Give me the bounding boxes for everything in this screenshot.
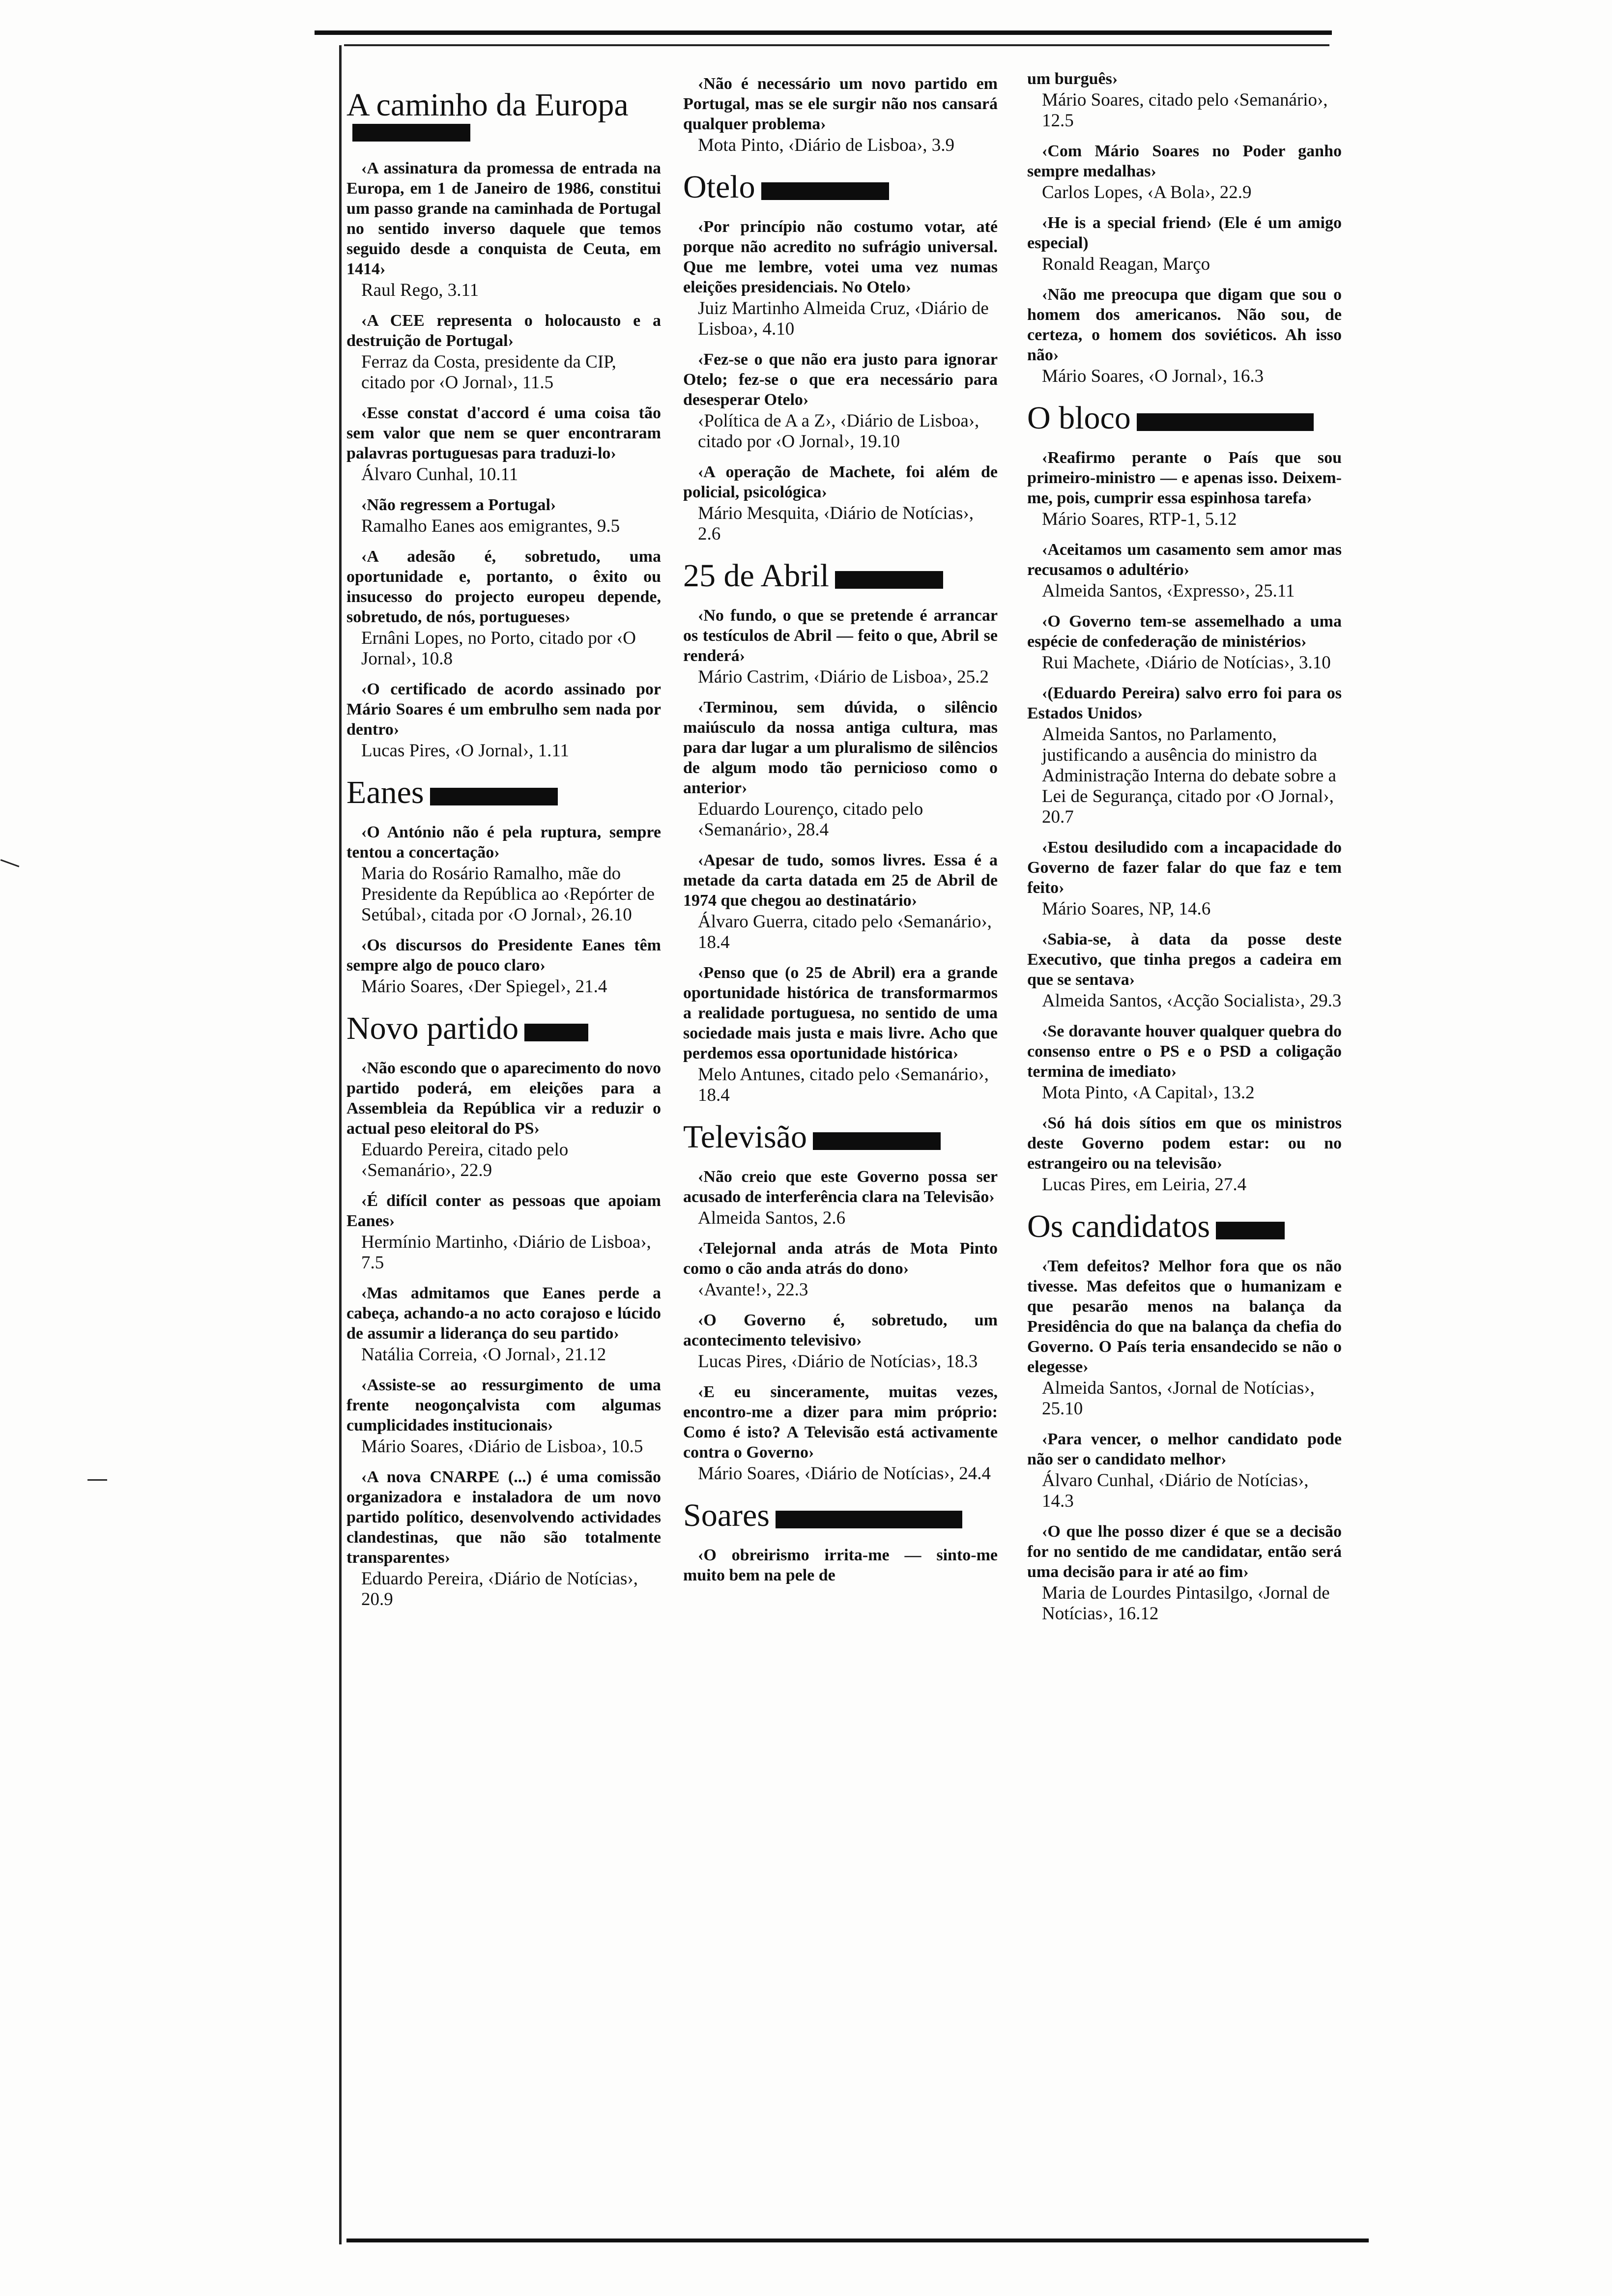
quote-attribution: Álvaro Cunhal, 10.11: [361, 464, 518, 485]
quote-attribution: Almeida Santos, no Parlamento, justificando a ausência do ministro da Administração Interna do debate sobre a Lei de Segurança, citado por ‹O Jornal›, 20.7: [1042, 724, 1336, 827]
heading-text: A caminho da Europa: [346, 87, 629, 123]
section-heading: [346, 86, 661, 147]
quote-attribution: Maria do Rosário Ramalho, mãe do Presidente da República ao ‹Repórter de Setúbal›, citada por ‹O Jornal›, 26.10: [361, 863, 655, 925]
heading-bar: [813, 1132, 941, 1150]
quote-item: [346, 822, 661, 925]
quote-text: ‹O que lhe posso dizer é que se a decisão for no sentido de me candidatar, então será uma decisão para ir até ao fim›: [1027, 1522, 1342, 1581]
quote-item: [683, 74, 998, 156]
quote-item: [683, 1310, 998, 1372]
scan-mark: [87, 1479, 107, 1481]
section-soares: [683, 1497, 998, 1585]
quote-item: [1027, 69, 1342, 131]
quote-item: [1027, 448, 1342, 530]
section-otelo: [683, 169, 998, 545]
quote-attribution: Álvaro Guerra, citado pelo ‹Semanário›, 18.4: [698, 912, 992, 952]
quote-attribution: Ferraz da Costa, presidente da CIP, citado por ‹O Jornal›, 11.5: [361, 352, 616, 393]
quote-attribution: Hermínio Martinho, ‹Diário de Lisboa›, 7.5: [361, 1232, 651, 1273]
column-3: [1027, 69, 1342, 1636]
heading-text: O bloco: [1027, 400, 1131, 436]
quote-item: [1027, 1521, 1342, 1624]
quote-item: [1027, 285, 1342, 387]
quote-attribution: Mário Mesquita, ‹Diário de Notícias›, 2.6: [698, 503, 974, 544]
quote-text: ‹Esse constat d'accord é uma coisa tão sem valor que nem se quer encontraram palavras portuguesas para traduzi-lo›: [346, 404, 661, 462]
heading-bar: [835, 571, 943, 589]
quote-attribution: Mota Pinto, ‹A Capital›, 13.2: [1042, 1083, 1255, 1103]
quote-text: ‹A nova CNARPE (...) é uma comissão organizadora e instaladora de um novo partido político, desenvolvendo actividades clandestinas, que não são totalmente transparentes›: [346, 1468, 661, 1567]
scan-mark: [0, 859, 20, 867]
section-heading: [683, 1497, 998, 1534]
heading-text: 25 de Abril: [683, 558, 829, 594]
quote-item: [1027, 1256, 1342, 1419]
quote-text: ‹Não me preocupa que digam que sou o homem dos americanos. Não sou, de certeza, o homem dos soviéticos. Ah isso não›: [1027, 286, 1342, 364]
quote-attribution: Lucas Pires, ‹O Jornal›, 1.11: [361, 741, 570, 761]
section-heading: [1027, 1208, 1342, 1245]
section-heading: [683, 557, 998, 595]
quote-text: ‹No fundo, o que se pretende é arrancar os testículos de Abril — feito o que, Abril se renderá›: [683, 606, 998, 665]
quote-item: [346, 1283, 661, 1365]
quote-item: [683, 1382, 998, 1484]
quote-attribution: Mário Soares, RTP-1, 5.12: [1042, 509, 1237, 529]
quote-text: ‹O Governo tem-se assemelhado a uma espécie de confederação de ministérios›: [1027, 612, 1342, 651]
quote-text: ‹Estou desiludido com a incapacidade do Governo de fazer falar do que faz e tem feito›: [1027, 838, 1342, 897]
quote-attribution: ‹Avante!›, 22.3: [698, 1280, 808, 1300]
section-25-de-abril: [683, 557, 998, 1106]
section-heading: [346, 1010, 661, 1047]
heading-bar: [352, 124, 470, 142]
quote-item: [346, 935, 661, 997]
quote-attribution: Mário Soares, NP, 14.6: [1042, 899, 1211, 919]
quote-text: ‹A adesão é, sobretudo, uma oportunidade e, portanto, o êxito ou insucesso do projecto europeu depende, sobretudo, de nós, portugueses›: [346, 547, 661, 626]
quote-text: ‹A assinatura da promessa de entrada na Europa, em 1 de Janeiro de 1986, constitui um passo grande na caminhada de Portugal no sentido inverso daquele que temos seguido desde a conquista de Ceuta, em 1414›: [346, 159, 661, 278]
heading-text: Novo partido: [346, 1010, 519, 1046]
quote-text: ‹Tem defeitos? Melhor fora que os não tivesse. Mas defeitos que o humanizam e que pesarão menos na balança da Presidência do que na balança da chefia do Governo. O País teria ensandecido se não o elegesse›: [1027, 1257, 1342, 1376]
quote-attribution: Ramalho Eanes aos emigrantes, 9.5: [361, 516, 620, 536]
quote-text: ‹Por princípio não costumo votar, até porque não acredito no sufrágio universal. Que me lembre, votei uma vez numas eleições presidenciais. No Otelo›: [683, 218, 998, 296]
quote-item: [683, 349, 998, 452]
quote-attribution: Mário Soares, citado pelo ‹Semanário›, 12.5: [1042, 90, 1328, 131]
section-heading: [683, 169, 998, 206]
quote-item: [346, 1467, 661, 1610]
quote-text: ‹He is a special friend› (Ele é um amigo especial): [1027, 214, 1342, 252]
quote-text: ‹Fez-se o que não era justo para ignorar Otelo; fez-se o que era necessário para desesperar Otelo›: [683, 350, 998, 409]
quote-attribution: Mário Soares, ‹O Jornal›, 16.3: [1042, 366, 1264, 386]
quote-text: ‹Não é necessário um novo partido em Portugal, mas se ele surgir não nos cansará qualquer problema›: [683, 75, 998, 133]
quote-text: ‹O obreirismo irrita-me — sinto-me muito bem na pele de: [683, 1546, 998, 1584]
heading-text: Televisão: [683, 1119, 807, 1155]
quote-item: [1027, 683, 1342, 828]
quote-item: [346, 158, 661, 301]
quote-text: ‹(Eduardo Pereira) salvo erro foi para os Estados Unidos›: [1027, 684, 1342, 722]
quote-attribution: Mário Castrim, ‹Diário de Lisboa›, 25.2: [698, 667, 989, 687]
quote-attribution: Melo Antunes, citado pelo ‹Semanário›, 18.4: [698, 1064, 989, 1105]
quote-text: ‹O Governo é, sobretudo, um acontecimento televisivo›: [683, 1311, 998, 1349]
quote-item: [346, 1375, 661, 1457]
quote-attribution: Mário Soares, ‹Diário de Notícias›, 24.4: [698, 1464, 991, 1484]
quote-text: ‹Não regressem a Portugal›: [361, 496, 556, 514]
quote-text: ‹Sabia-se, à data da posse deste Executivo, que tinha pregos a cadeira em que se sentava›: [1027, 930, 1342, 989]
quote-text: ‹Terminou, sem dúvida, o silêncio maiúsculo da nossa antiga cultura, mas para dar lugar a um pluralismo de silêncios de algum modo tão pernicioso como o anterior›: [683, 698, 998, 797]
quote-text: ‹O certificado de acordo assinado por Mário Soares é um embrulho sem nada por dentro›: [346, 680, 661, 739]
quote-item: [1027, 837, 1342, 919]
section-eanes: [346, 774, 661, 997]
quote-text: ‹É difícil conter as pessoas que apoiam Eanes›: [346, 1192, 661, 1230]
heading-bar: [524, 1024, 588, 1041]
quote-text: ‹Para vencer, o melhor candidato pode não ser o candidato melhor›: [1027, 1430, 1342, 1468]
quote-item: [1027, 1429, 1342, 1512]
quote-text: ‹Penso que (o 25 de Abril) era a grande oportunidade histórica de transformarmos a realidade portuguesa, no sentido de uma sociedade mais justa e mais livre. Acho que perdemos essa oportunidade histórica›: [683, 964, 998, 1062]
quote-attribution: Almeida Santos, ‹Acção Socialista›, 29.3: [1042, 991, 1342, 1011]
quote-attribution: Carlos Lopes, ‹A Bola›, 22.9: [1042, 182, 1252, 202]
quote-item: [683, 1238, 998, 1300]
quote-attribution: Almeida Santos, ‹Jornal de Notícias›, 25.10: [1042, 1378, 1315, 1419]
quote-attribution: ‹Política de A a Z›, ‹Diário de Lisboa›, citado por ‹O Jornal›, 19.10: [698, 411, 979, 452]
quote-item: [346, 403, 661, 485]
left-rule: [339, 45, 342, 2244]
quote-item: [1027, 1021, 1342, 1103]
quote-attribution: Rui Machete, ‹Diário de Notícias›, 3.10: [1042, 653, 1331, 673]
quote-item: [1027, 540, 1342, 602]
section-televisao: [683, 1119, 998, 1484]
column-2: [683, 74, 998, 1597]
top-rule-thin: [344, 44, 1329, 46]
quote-text: ‹Apesar de tudo, somos livres. Essa é a metade da carta datada em 25 de Abril de 1974 que chegou ao destinatário›: [683, 851, 998, 910]
section-os-candidatos: [1027, 1208, 1342, 1624]
section-heading: [1027, 400, 1342, 437]
section-continued: [683, 74, 998, 156]
bottom-rule: [346, 2239, 1369, 2242]
quote-item: [683, 217, 998, 340]
quote-item: [346, 1058, 661, 1181]
quote-text: ‹A operação de Machete, foi além de policial, psicológica›: [683, 463, 998, 501]
quote-item: [1027, 929, 1342, 1011]
quote-text: ‹Não creio que este Governo possa ser acusado de interferência clara na Televisão›: [683, 1168, 998, 1206]
heading-bar: [430, 788, 558, 805]
quote-item: [683, 697, 998, 840]
quote-item: [683, 1545, 998, 1585]
quote-text: ‹Os discursos do Presidente Eanes têm sempre algo de pouco claro›: [346, 936, 661, 975]
quote-item: [346, 1191, 661, 1273]
quote-text: ‹O António não é pela ruptura, sempre tentou a concertação›: [346, 823, 661, 861]
quote-item: [1027, 1113, 1342, 1195]
section-o-bloco: [1027, 400, 1342, 1195]
quote-item: [683, 462, 998, 545]
quote-item: [1027, 213, 1342, 275]
quote-text: ‹Telejornal anda atrás de Mota Pinto como o cão anda atrás do dono›: [683, 1239, 998, 1278]
quote-item: [683, 605, 998, 688]
section-heading: [346, 774, 661, 811]
quote-attribution: Juiz Martinho Almeida Cruz, ‹Diário de Lisboa›, 4.10: [698, 298, 989, 339]
quote-attribution: Almeida Santos, ‹Expresso›, 25.11: [1042, 581, 1295, 601]
quote-text: ‹Não escondo que o aparecimento do novo partido poderá, em eleições para a Assembleia da República vir a reduzir o actual peso eleitoral do PS›: [346, 1059, 661, 1138]
heading-text: Os candidatos: [1027, 1208, 1210, 1244]
heading-text: Soares: [683, 1497, 770, 1533]
quote-attribution: Mário Soares, ‹Diário de Lisboa›, 10.5: [361, 1436, 643, 1457]
quote-attribution: Eduardo Pereira, citado pelo ‹Semanário›, 22.9: [361, 1140, 569, 1180]
section-a-caminho-da-europa: [346, 86, 661, 761]
quote-text: ‹Só há dois sítios em que os ministros deste Governo podem estar: ou no estrangeiro ou na televisão›: [1027, 1114, 1342, 1173]
section-novo-partido: [346, 1010, 661, 1610]
quote-attribution: Ernâni Lopes, no Porto, citado por ‹O Jornal›, 10.8: [361, 628, 636, 669]
quote-attribution: Eduardo Pereira, ‹Diário de Notícias›, 20.9: [361, 1569, 638, 1609]
quote-item: [683, 963, 998, 1106]
quote-text: ‹Aceitamos um casamento sem amor mas recusamos o adultério›: [1027, 541, 1342, 579]
quote-text: ‹Com Mário Soares no Poder ganho sempre medalhas›: [1027, 142, 1342, 180]
quote-item: [1027, 611, 1342, 673]
quote-attribution: Mário Soares, ‹Der Spiegel›, 21.4: [361, 976, 607, 997]
quote-text: ‹A CEE representa o holocausto e a destruição de Portugal›: [346, 312, 661, 350]
quote-attribution: Natália Correia, ‹O Jornal›, 21.12: [361, 1345, 606, 1365]
top-rule: [315, 30, 1332, 35]
quote-text: ‹Mas admitamos que Eanes perde a cabeça, achando-a no acto corajoso e lúcido de assumir a liderança do seu partido›: [346, 1284, 661, 1343]
quote-item: [1027, 141, 1342, 203]
heading-text: Otelo: [683, 169, 755, 205]
quote-text: ‹E eu sinceramente, muitas vezes, encontro-me a dizer para mim próprio: Como é isto? A Televisão está activamente contra o Governo›: [683, 1383, 998, 1462]
quote-item: [683, 1167, 998, 1229]
heading-bar: [1137, 413, 1314, 431]
quote-attribution: Almeida Santos, 2.6: [698, 1208, 846, 1228]
heading-text: Eanes: [346, 775, 424, 810]
quote-attribution: Lucas Pires, em Leiria, 27.4: [1042, 1175, 1247, 1195]
quote-item: [346, 546, 661, 669]
quote-attribution: Maria de Lourdes Pintasilgo, ‹Jornal de Notícias›, 16.12: [1042, 1583, 1330, 1624]
quote-attribution: Ronald Reagan, Março: [1042, 254, 1210, 274]
quote-text: ‹Se doravante houver qualquer quebra do consenso entre o PS e o PSD a coligação termina de imediato›: [1027, 1022, 1342, 1081]
quote-text: ‹Reafirmo perante o País que sou primeiro-ministro — e apenas isso. Deixem-me, pois, cumprir essa espinhosa tarefa›: [1027, 449, 1342, 507]
heading-bar: [761, 182, 889, 200]
quote-attribution: Lucas Pires, ‹Diário de Notícias›, 18.3: [698, 1351, 978, 1372]
quote-item: [346, 495, 661, 537]
quote-text: ‹Assiste-se ao ressurgimento de uma frente neogonçalvista com algumas cumplicidades institucionais›: [346, 1376, 661, 1435]
quote-item: [346, 311, 661, 393]
section-continued: [1027, 69, 1342, 387]
heading-bar: [1216, 1222, 1285, 1239]
quote-item: [346, 679, 661, 761]
quote-attribution: Álvaro Cunhal, ‹Diário de Notícias›, 14.3: [1042, 1470, 1309, 1511]
quote-item: [683, 850, 998, 953]
quote-attribution: Eduardo Lourenço, citado pelo ‹Semanário›, 28.4: [698, 799, 923, 840]
heading-bar: [776, 1511, 962, 1528]
quote-attribution: Raul Rego, 3.11: [361, 280, 479, 300]
column-1: [346, 74, 661, 1622]
quote-attribution: Mota Pinto, ‹Diário de Lisboa›, 3.9: [698, 135, 955, 155]
quote-text: um burguês›: [1027, 70, 1118, 88]
section-heading: [683, 1119, 998, 1156]
